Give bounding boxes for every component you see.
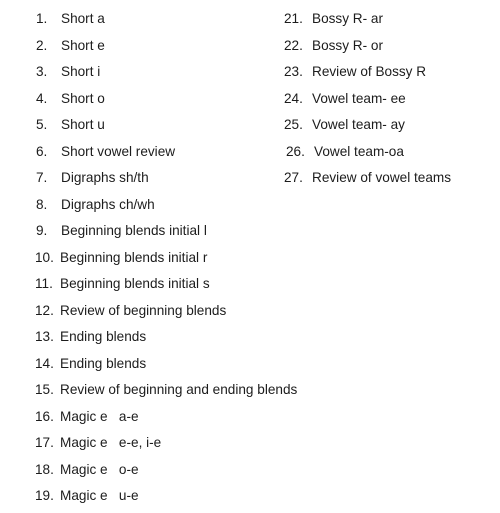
list-item-number: 17. — [35, 435, 54, 450]
list-item-label: Short i — [61, 64, 101, 79]
list-item-number: 7. — [36, 170, 48, 185]
list-item-number: 6. — [36, 143, 48, 159]
list-item — [36, 221, 336, 248]
list-item-number: 5. — [36, 117, 48, 132]
list-item-number: 21. — [284, 11, 303, 26]
list-item-number: 22. — [284, 37, 303, 53]
list-item — [35, 248, 335, 275]
list-item-label: Bossy R- or — [312, 37, 384, 53]
list-item-number: 2. — [36, 37, 48, 53]
list-item-label: Vowel team- ay — [312, 117, 405, 132]
list-item-label: Digraphs sh/th — [61, 170, 149, 185]
list-item-number: 14. — [35, 355, 54, 371]
list-item-label: Short u — [61, 117, 105, 132]
list-item-label: Short o — [61, 90, 105, 106]
list-item-label: Review of vowel teams — [312, 170, 452, 185]
list-item-label: Vowel team-oa — [314, 143, 404, 159]
list-item-label: Vowel team- ee — [312, 90, 406, 106]
list-item — [284, 62, 494, 89]
list-item-number: 9. — [36, 223, 48, 238]
list-item-number: 10. — [35, 249, 54, 265]
list-item — [284, 168, 494, 195]
list-item-label: Ending blends — [60, 355, 147, 371]
list-item — [36, 195, 336, 222]
list-item-label: Bossy R- ar — [312, 11, 384, 26]
list-item-label: Magic e u-e — [60, 488, 139, 503]
list-item — [35, 433, 335, 460]
list-item-label: Beginning blends initial l — [61, 223, 207, 238]
list-item-number: 15. — [35, 382, 54, 397]
list-item — [35, 380, 335, 407]
list-item-label: Short e — [61, 37, 105, 53]
list-item-label: Review of beginning and ending blends — [60, 382, 298, 397]
list-item-number: 4. — [36, 90, 48, 106]
list-item-number: 18. — [35, 461, 54, 477]
list-item — [284, 142, 494, 169]
list-item-label: Magic e e-e, i-e — [60, 435, 162, 450]
list-item — [35, 354, 335, 381]
list-item — [284, 115, 494, 142]
list-item — [35, 301, 335, 328]
list-item-number: 1. — [36, 11, 48, 26]
list-item — [284, 36, 494, 63]
lesson-list-right — [284, 9, 494, 195]
list-item-label: Short a — [61, 11, 105, 26]
list-item-number: 8. — [36, 196, 48, 212]
list-item-number: 12. — [35, 302, 54, 318]
list-item-label: Beginning blends initial s — [60, 276, 210, 291]
list-item-label: Ending blends — [60, 329, 147, 344]
list-item-number: 11. — [35, 276, 53, 291]
list-item-label: Short vowel review — [61, 143, 176, 159]
list-item — [35, 486, 335, 513]
list-item-number: 3. — [36, 64, 48, 79]
list-item — [35, 327, 335, 354]
list-item-label: Review of beginning blends — [60, 302, 227, 318]
list-item-label: Digraphs ch/wh — [61, 196, 155, 212]
list-item-number: 25. — [284, 117, 303, 132]
list-item-number: 24. — [284, 90, 303, 106]
list-item-label: Magic e o-e — [60, 461, 139, 477]
list-item-number: 27. — [284, 170, 303, 185]
list-item — [284, 9, 494, 36]
list-item-number: 13. — [35, 329, 54, 344]
list-item-number: 16. — [35, 408, 54, 424]
list-item-number: 23. — [284, 64, 303, 79]
list-item-label: Magic e a-e — [60, 408, 139, 424]
list-item — [284, 89, 494, 116]
list-item — [35, 460, 335, 487]
list-item — [35, 274, 335, 301]
list-item-number: 19. — [35, 488, 54, 503]
list-item-label: Review of Bossy R — [312, 64, 427, 79]
list-item-label: Beginning blends initial r — [60, 249, 208, 265]
list-item-number: 26. — [286, 143, 305, 159]
list-item — [35, 407, 335, 434]
